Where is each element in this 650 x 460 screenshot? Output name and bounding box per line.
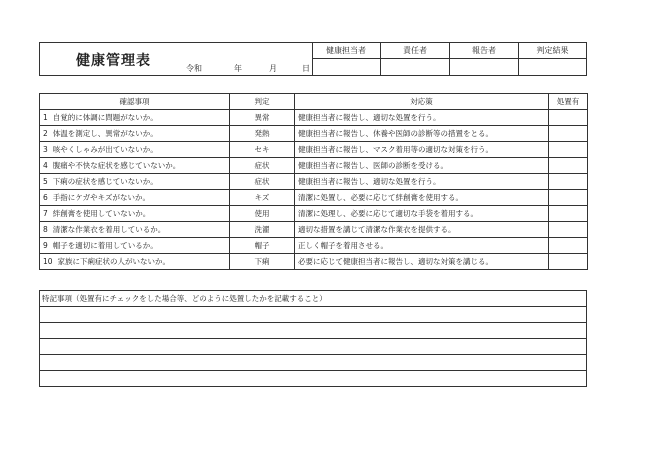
action-cell: 健康担当者に報告し、マスク着用等の適切な対策を行う。 (295, 142, 549, 158)
action-cell: 健康担当者に報告し、休養や医師の診断等の措置をとる。 (295, 126, 549, 142)
judgement-cell: 帽子 (230, 238, 295, 254)
page-title: 健康管理表 (76, 53, 151, 69)
table-row (40, 254, 588, 270)
judgement-cell: キズ (230, 190, 295, 206)
row-number: 4 (43, 161, 48, 170)
treated-checkbox-cell[interactable] (549, 110, 588, 126)
notes-line[interactable] (40, 339, 586, 355)
approval-result (518, 43, 586, 75)
approval-reporter (449, 43, 518, 75)
row-number: 7 (43, 209, 48, 218)
table-row (40, 126, 588, 142)
row-number: 8 (43, 225, 48, 234)
check-item-text: 下痢の症状を感じていないか。 (52, 177, 158, 186)
approval-stamp-area[interactable] (381, 59, 449, 75)
treated-checkbox-cell[interactable] (549, 238, 588, 254)
check-item-cell (40, 254, 230, 270)
year-label: 年 (234, 64, 242, 73)
table-row (40, 190, 588, 206)
check-item-text: 咳やくしゃみが出ていないか。 (52, 145, 158, 154)
title-cell (40, 43, 313, 75)
action-cell: 健康担当者に報告し、適切な処置を行う。 (295, 174, 549, 190)
action-cell: 健康担当者に報告し、医師の診断を受ける。 (295, 158, 549, 174)
table-row (40, 238, 588, 254)
notes-section (39, 290, 587, 387)
check-item-text: 体温を測定し、異常がないか。 (52, 129, 158, 138)
column-header-item: 確認事項 (40, 94, 230, 110)
check-item-cell (40, 110, 230, 126)
check-item-cell (40, 222, 230, 238)
approval-health-officer (312, 43, 380, 75)
row-number: 10 (43, 257, 53, 266)
column-header-action: 対応策 (295, 94, 549, 110)
check-item-cell (40, 158, 230, 174)
table-row (40, 142, 588, 158)
approval-label: 健康担当者 (312, 43, 380, 59)
check-item-text: 家族に下痢症状の人がいないか。 (57, 257, 171, 266)
treated-checkbox-cell[interactable] (549, 190, 588, 206)
judgement-cell: 異常 (230, 110, 295, 126)
treated-checkbox-cell[interactable] (549, 254, 588, 270)
approval-boxes (312, 43, 586, 75)
era-label: 令和 (186, 64, 202, 73)
check-item-text: 帽子を適切に着用しているか。 (52, 241, 158, 250)
row-number: 2 (43, 129, 48, 138)
treated-checkbox-cell[interactable] (549, 174, 588, 190)
row-number: 3 (43, 145, 48, 154)
row-number: 1 (43, 113, 48, 122)
action-cell: 清潔に処理し、必要に応じて適切な手袋を着用する。 (295, 206, 549, 222)
check-item-text: 手指にケガやキズがないか。 (52, 193, 150, 202)
judgement-cell: 症状 (230, 158, 295, 174)
row-number: 6 (43, 193, 48, 202)
notes-line[interactable] (40, 307, 586, 323)
notes-heading: 特記事項（処置有にチェックをした場合等、どのように処置したかを記載すること） (40, 291, 586, 307)
treated-checkbox-cell[interactable] (549, 206, 588, 222)
column-header-judge: 判定 (230, 94, 295, 110)
judgement-cell: 下痢 (230, 254, 295, 270)
check-item-cell (40, 190, 230, 206)
judgement-cell: 洗濯 (230, 222, 295, 238)
day-label: 日 (302, 64, 310, 73)
checklist-table (39, 93, 588, 270)
check-item-text: 自覚的に体調に問題がないか。 (52, 113, 158, 122)
treated-checkbox-cell[interactable] (549, 142, 588, 158)
row-number: 5 (43, 177, 48, 186)
table-row (40, 110, 588, 126)
table-row (40, 206, 588, 222)
approval-manager (380, 43, 449, 75)
judgement-cell: セキ (230, 142, 295, 158)
action-cell: 必要に応じて健康担当者に報告し、適切な対策を講じる。 (295, 254, 549, 270)
row-number: 9 (43, 241, 48, 250)
column-header-treated: 処置有 (549, 94, 588, 110)
check-item-cell (40, 126, 230, 142)
table-row (40, 158, 588, 174)
check-item-text: 清潔な作業衣を着用しているか。 (52, 225, 166, 234)
action-cell: 適切な措置を講じて清潔な作業衣を提供する。 (295, 222, 549, 238)
header-block (39, 42, 587, 76)
approval-stamp-area[interactable] (312, 59, 380, 75)
notes-line[interactable] (40, 355, 586, 371)
approval-label: 判定結果 (519, 43, 586, 59)
judgement-cell: 使用 (230, 206, 295, 222)
treated-checkbox-cell[interactable] (549, 158, 588, 174)
table-row (40, 174, 588, 190)
approval-stamp-area[interactable] (450, 59, 518, 75)
month-label: 月 (269, 64, 277, 73)
approval-label: 責任者 (381, 43, 449, 59)
table-header-row (40, 94, 588, 110)
action-cell: 清潔に処置し、必要に応じて絆創膏を使用する。 (295, 190, 549, 206)
check-item-cell (40, 174, 230, 190)
action-cell: 健康担当者に報告し、適切な処置を行う。 (295, 110, 549, 126)
treated-checkbox-cell[interactable] (549, 222, 588, 238)
action-cell: 正しく帽子を着用させる。 (295, 238, 549, 254)
check-item-cell (40, 206, 230, 222)
notes-line[interactable] (40, 371, 586, 386)
judgement-cell: 発熱 (230, 126, 295, 142)
check-item-text: 腹痛や不快な症状を感じていないか。 (52, 161, 181, 170)
check-item-cell (40, 142, 230, 158)
check-item-text: 絆創膏を使用していないか。 (52, 209, 151, 218)
approval-stamp-area[interactable] (519, 59, 586, 75)
approval-label: 報告者 (450, 43, 518, 59)
judgement-cell: 症状 (230, 174, 295, 190)
treated-checkbox-cell[interactable] (549, 126, 588, 142)
table-row (40, 222, 588, 238)
check-item-cell (40, 238, 230, 254)
notes-line[interactable] (40, 323, 586, 339)
